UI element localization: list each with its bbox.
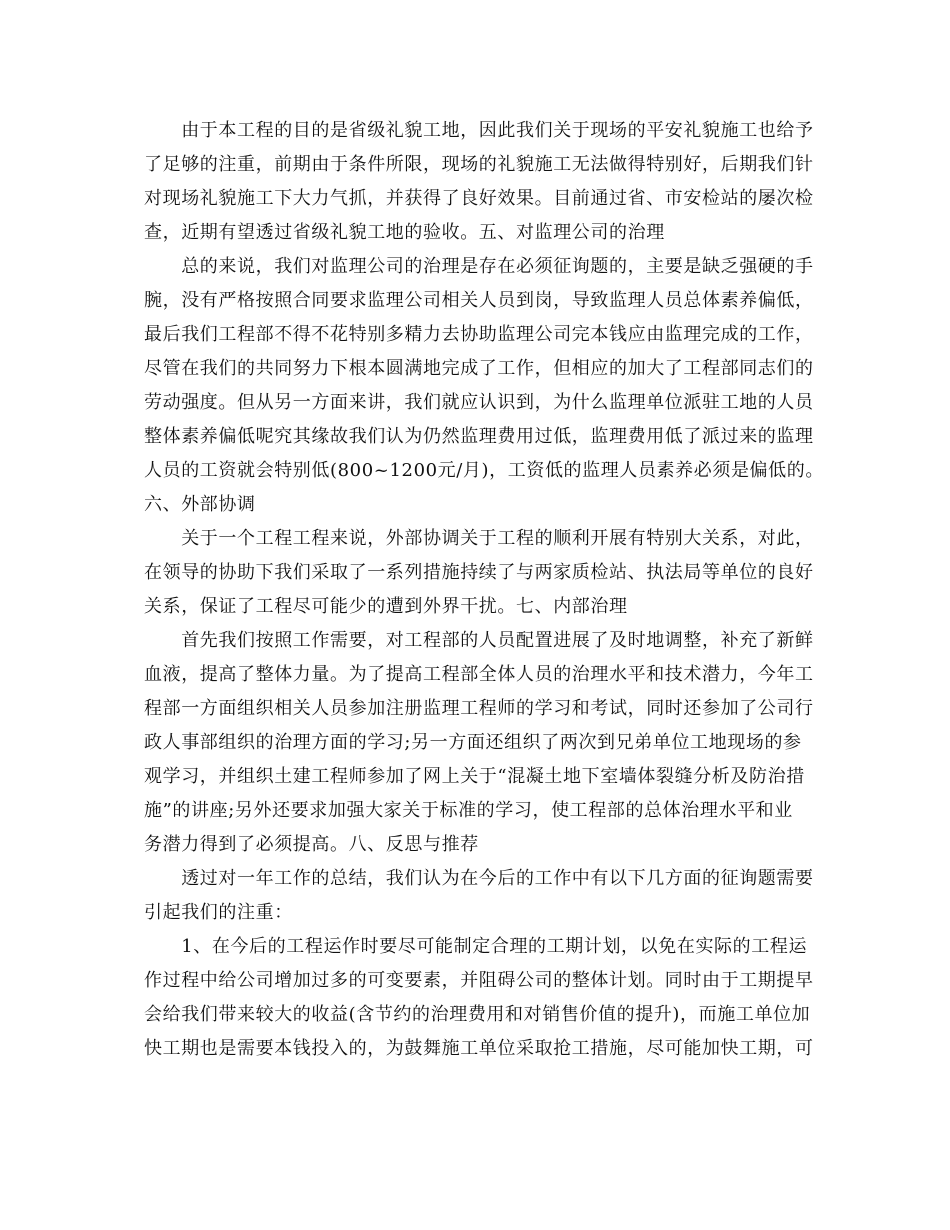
text-line: 透过对一年工作的总结，我们认为在今后的工作中有以下几方面的征询题需要 [144,868,814,889]
text-line: 关系，保证了工程尽可能少的遭到外界干扰。七、内部治理 [144,596,628,617]
text-line: 尽管在我们的共同努力下根本圆满地完成了工作，但相应的加大了工程部同志们的 [144,358,814,379]
text-line: 施”的讲座;另外还要求加强大家关于标准的学习，使工程部的总体治理水平和业 [144,800,793,821]
text-line: 劳动强度。但从另一方面来讲，我们就应认识到，为什么监理单位派驻工地的人员 [144,392,814,413]
text-line: 政人事部组织的治理方面的学习;另一方面还组织了两次到兄弟单位工地现场的参 [144,732,802,753]
text-line: 首先我们按照工作需要，对工程部的人员配置进展了及时地调整，补充了新鲜 [144,630,814,651]
text-line: 整体素养偏低呢究其缘故我们认为仍然监理费用过低，监理费用低了派过来的监理 [144,426,814,447]
text-line: 务潜力得到了必须提高。八、反思与推荐 [144,834,479,855]
text-line: 快工期也是需要本钱投入的，为鼓舞施工单位采取抢工措施，尽可能加快工期，可 [144,1038,814,1059]
text-line: 程部一方面组织相关人员参加注册监理工程师的学习和考试，同时还参加了公司行 [144,698,814,719]
text-line: 关于一个工程工程来说，外部协调关于工程的顺利开展有特别大关系，对此， [144,528,814,549]
text-line: 腕，没有严格按照合同要求监理公司相关人员到岗，导致监理人员总体素养偏低， [144,290,814,311]
text-line: 由于本工程的目的是省级礼貌工地，因此我们关于现场的平安礼貌施工也给予 [144,120,814,141]
text-line: 最后我们工程部不得不花特别多精力去协助监理公司完本钱应由监理完成的工作， [144,324,814,345]
text-line: 1、在今后的工程运作时要尽可能制定合理的工期计划，以免在实际的工程运 [144,936,808,957]
text-line: 总的来说，我们对监理公司的治理是存在必须征询题的，主要是缺乏强硬的手 [144,256,814,277]
text-line: 查，近期有望透过省级礼貌工地的验收。五、对监理公司的治理 [144,222,665,243]
text-line: 六、外部协调 [144,494,256,515]
text-line: 会给我们带来较大的收益(含节约的治理费用和对销售价值的提升)，而施工单位加 [144,1004,811,1025]
text-line: 了足够的注重，前期由于条件所限，现场的礼貌施工无法做得特别好，后期我们针 [144,154,814,175]
text-line: 对现场礼貌施工下大力气抓，并获得了良好效果。目前通过省、市安检站的屡次检 [144,188,814,209]
text-line: 引起我们的注重： [144,902,293,923]
text-line: 在领导的协助下我们采取了一系列措施持续了与两家质检站、执法局等单位的良好 [144,562,814,583]
text-line: 血液，提高了整体力量。为了提高工程部全体人员的治理水平和技术潜力，今年工 [144,664,814,685]
text-line: 人员的工资就会特别低(800~1200元/月)，工资低的监理人员素养必须是偏低的。 [144,460,824,481]
body-text [144,114,824,1066]
text-line: 观学习，并组织土建工程师参加了网上关于“混凝土地下室墙体裂缝分析及防治措 [144,766,805,787]
text-line: 作过程中给公司增加过多的可变要素，并阻碍公司的整体计划。同时由于工期提早 [144,970,814,991]
